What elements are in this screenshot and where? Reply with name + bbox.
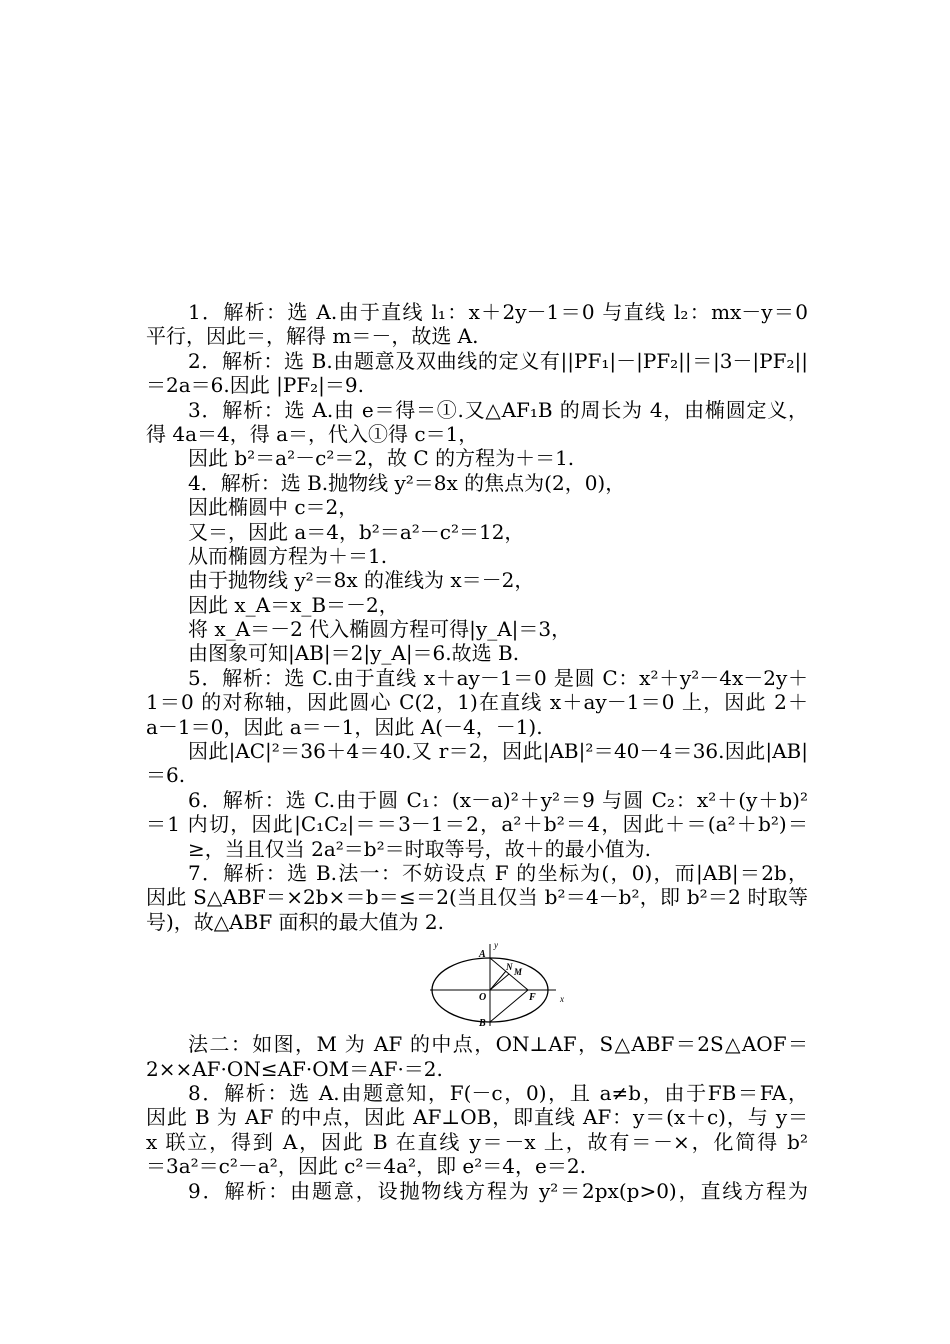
- text-line: 号)，故△ABF 面积的最大值为 2.: [146, 909, 444, 934]
- text-line: ≥，当且仅当 2a²＝b²＝时取等号，故＋的最小值为.: [188, 836, 651, 861]
- solution-text-block: [146, 300, 808, 1203]
- text-line: 2．解析：选 B.由题意及双曲线的定义有||PF₁|－|PF₂||＝|3－|PF₂||: [188, 348, 808, 373]
- label-N: N: [506, 962, 513, 972]
- text-line: 因此|AC|²＝36＋4＝40.又 r＝2，因此|AB|²＝40－4＝36.因此|AB|: [188, 739, 808, 764]
- label-y: y: [494, 940, 498, 950]
- solutions-part-2: [146, 1032, 808, 1203]
- label-A: A: [479, 949, 486, 960]
- text-line: 3．解析：选 A.由 e＝得＝①.又△AF₁B 的周长为 4，由椭圆定义，: [188, 397, 808, 422]
- label-M: M: [514, 967, 523, 977]
- text-line: 法二：如图，M 为 AF 的中点，ON⊥AF，S△ABF＝2S△AOF＝: [188, 1032, 808, 1057]
- text-line: a－1＝0，因此 a＝－1，因此 A(－4，－1).: [146, 714, 543, 739]
- text-line: 1＝0 的对称轴，因此圆心 C(2，1)在直线 x＋ay－1＝0 上，因此 2＋: [146, 690, 808, 715]
- text-line: 由图象可知|AB|＝2|y_A|＝6.故选 B.: [188, 641, 520, 666]
- text-line: 得 4a＝4，得 a＝，代入①得 c＝1，: [146, 421, 479, 446]
- text-line: ＝1 内切，因此|C₁C₂|＝＝3－1＝2，a²＋b²＝4，因此＋＝(a²＋b²)＝: [146, 812, 808, 837]
- text-line: 由于抛物线 y²＝8x 的准线为 x＝－2，: [188, 568, 535, 593]
- text-line: 1．解析：选 A.由于直线 l₁：x＋2y－1＝0 与直线 l₂：mx－y＝0: [188, 300, 808, 324]
- text-line: 4．解析：选 B.抛物线 y²＝8x 的焦点为(2，0)，: [188, 470, 626, 495]
- label-F: F: [529, 992, 536, 1003]
- text-line: 2××AF·ON≤AF·OM＝AF·＝2.: [146, 1056, 443, 1081]
- text-line: 因此 S△ABF＝×2b×＝b＝≤＝2(当且仅当 b²＝4－b²，即 b²＝2 时取等: [146, 885, 808, 910]
- text-line: x 联立，得到 A，因此 B 在直线 y＝－x 上，故有＝－×，化简得 b²: [146, 1129, 808, 1154]
- text-line: 9．解析：由题意，设抛物线方程为 y²＝2px(p>0)，直线方程为: [188, 1178, 808, 1203]
- label-O: O: [479, 992, 487, 1003]
- text-line: ＝2a＝6.因此 |PF₂|＝9.: [146, 373, 364, 398]
- text-line: 从而椭圆方程为＋＝1.: [188, 543, 388, 568]
- text-line: 因此 x_A＝x_B＝－2，: [188, 592, 399, 617]
- text-line: 7．解析：选 B.法一：不妨设点 F 的坐标为(，0)，而|AB|＝2b，: [188, 860, 808, 885]
- text-line: 因此椭圆中 c＝2，: [188, 495, 359, 520]
- text-line: 因此 B 为 AF 的中点，因此 AF⊥OB，即直线 AF：y＝(x＋c)，与 y＝: [146, 1105, 808, 1130]
- label-B: B: [479, 1018, 486, 1029]
- label-x: x: [560, 994, 564, 1004]
- ellipse-figure: [428, 940, 568, 1030]
- text-line: 6．解析：选 C.由于圆 C₁：(x－a)²＋y²＝9 与圆 C₂：x²＋(y＋b)²: [188, 787, 808, 812]
- text-line: 8．解析：选 A.由题意知，F(－c，0)，且 a≠b，由于FB＝FA，: [188, 1080, 808, 1105]
- text-line: 平行，因此＝，解得 m＝－，故选 A.: [146, 324, 479, 349]
- text-line: 又＝，因此 a＝4，b²＝a²－c²＝12，: [188, 519, 525, 544]
- text-line: 5．解析：选 C.由于直线 x＋ay－1＝0 是圆 C：x²＋y²－4x－2y＋: [188, 665, 808, 690]
- text-line: 将 x_A＝－2 代入椭圆方程可得|y_A|＝3，: [188, 617, 572, 642]
- text-line: ＝6.: [146, 763, 186, 788]
- text-line: 因此 b²＝a²－c²＝2，故 C 的方程为＋＝1.: [188, 446, 575, 471]
- solutions-part-1: [146, 300, 808, 934]
- text-line: ＝3a²＝c²－a²，因此 c²＝4a²，即 e²＝4，e＝2.: [146, 1154, 586, 1179]
